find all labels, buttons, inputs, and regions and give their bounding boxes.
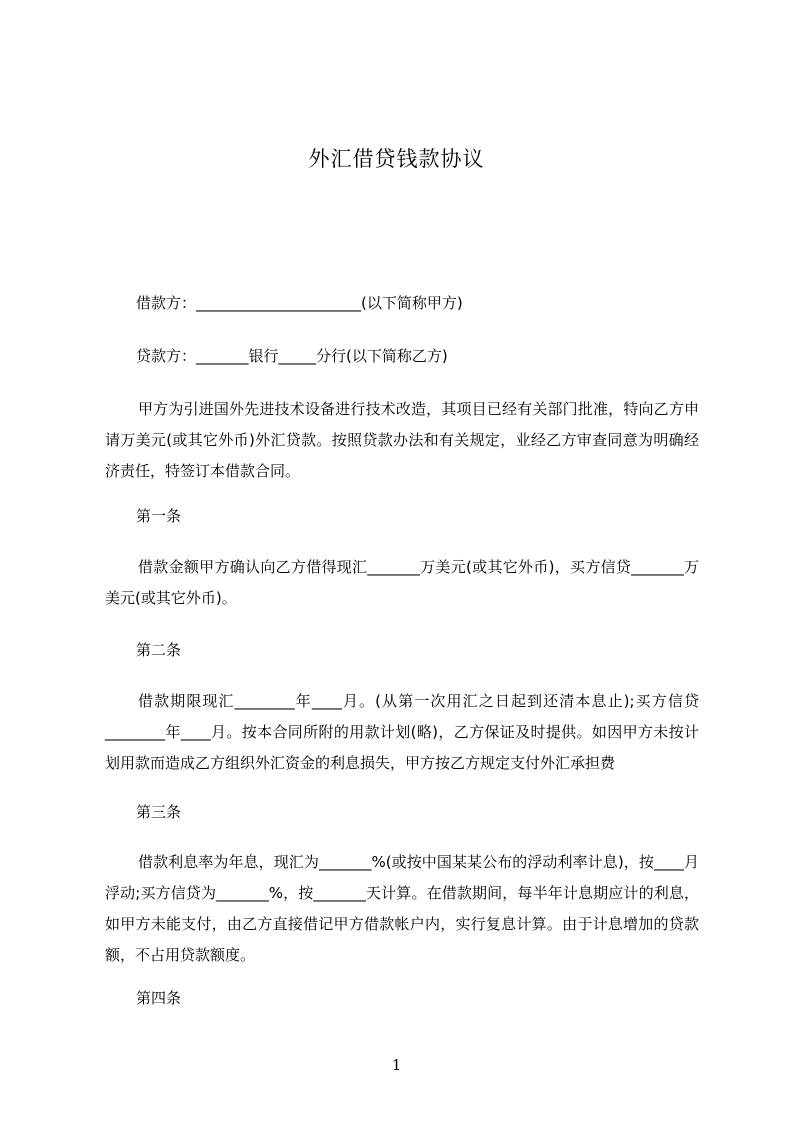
article-2-text: 借款期限现汇________年____月。(从第一次用汇之日起到还清本息止);买方信贷________年____月。按本合同所附的用款计划(略)，乙方保证及时提供。如因甲方未按计划用款而造成乙方组织外汇资金的利息损失，甲方按乙方规定支付外汇承担费: [105, 692, 699, 772]
article-1-heading: 第一条: [136, 507, 182, 525]
article-4-heading: 第四条: [136, 989, 182, 1007]
intro-paragraph: 甲方为引进国外先进技术设备进行技术改造，其项目已经有关部门批准，特向乙方申请万美元(或其它外币)外汇贷款。按照贷款办法和有关规定，业经乙方审查同意为明确经济责任，特签订本借款合同。: [105, 400, 699, 480]
page-number: 1: [391, 1056, 402, 1074]
article-1-text: 借款金额甲方确认向乙方借得现汇_______万美元(或其它外币)，买方信贷_______万美元(或其它外币)。: [105, 558, 699, 607]
document-title: 外汇借贷钱款协议: [308, 147, 485, 171]
article-3-heading: 第三条: [136, 803, 182, 821]
lender-line: 贷款方：_______银行_____分行(以下简称乙方): [136, 347, 448, 365]
borrower-line: 借款方：______________________(以下简称甲方): [136, 294, 463, 312]
article-3-text: 借款利息率为年息，现汇为_______%(或按中国某某公布的浮动利率计息)，按____月浮动;买方信贷为_______%，按_______天计算。在借款期间，每半年计息期应计的利息，如甲方未能支付，由乙方直接借记甲方借款帐户内，实行复息计算。由于计息增加的贷款额，不占用贷款额度。: [105, 853, 699, 964]
article-2-heading: 第二条: [136, 641, 182, 659]
